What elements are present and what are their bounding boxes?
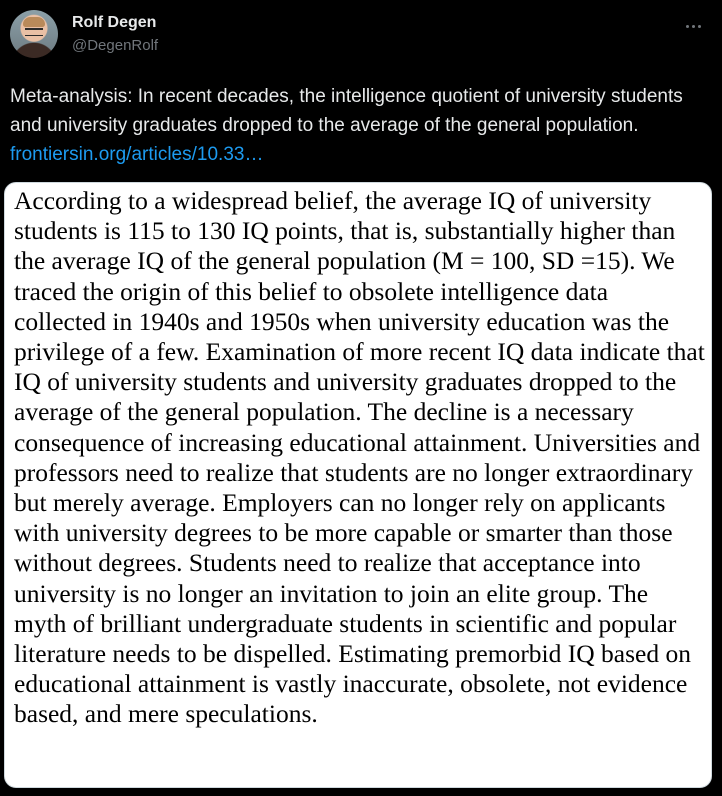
- author-names: [72, 12, 158, 57]
- abstract-text: According to a widespread belief, the average IQ of university students is 115 to 130 IQ points, that is, substantially higher than the average IQ of the general population (M = 100, SD =15). We traced the origin of this belief to obsolete intelligence data collected in 1940s and 1950s when university education was the privilege of a few. Examination of more recent IQ data indicate that IQ of university students and university graduates dropped to the average of the general population. The decline is a necessary consequence of increasing educational attainment. Universities and professors need to realize that students are no longer extraordinary but merely average. Employers can no longer rely on applicants with university degrees to be more capable or smarter than those without degrees. Students need to realize that acceptance into university is no longer an invitation to join an elite group. The myth of brilliant undergraduate students in scientific and popular literature needs to be dispelled. Estimating premorbid IQ based on educational attainment is vastly inaccurate, obsolete, not evidence based, and mere speculations.: [14, 186, 705, 729]
- tweet-header: [10, 10, 712, 62]
- tweet-media-image[interactable]: [4, 182, 712, 788]
- dot: [686, 25, 689, 28]
- author-display-name[interactable]: Rolf Degen: [72, 14, 157, 31]
- article-link[interactable]: frontiersin.org/articles/10.33…: [10, 144, 264, 165]
- tweet-body: Meta-analysis: In recent decades, the intelligence quotient of university students and university graduates dropped to the average of the general population.: [10, 86, 683, 136]
- tweet-text: [10, 82, 710, 169]
- avatar[interactable]: [10, 10, 58, 58]
- more-dots-icon[interactable]: [680, 16, 706, 36]
- author-handle[interactable]: @DegenRolf: [72, 37, 159, 54]
- dot: [692, 25, 695, 28]
- dot: [698, 25, 701, 28]
- avatar-glasses: [25, 28, 43, 36]
- avatar-hair: [23, 17, 45, 27]
